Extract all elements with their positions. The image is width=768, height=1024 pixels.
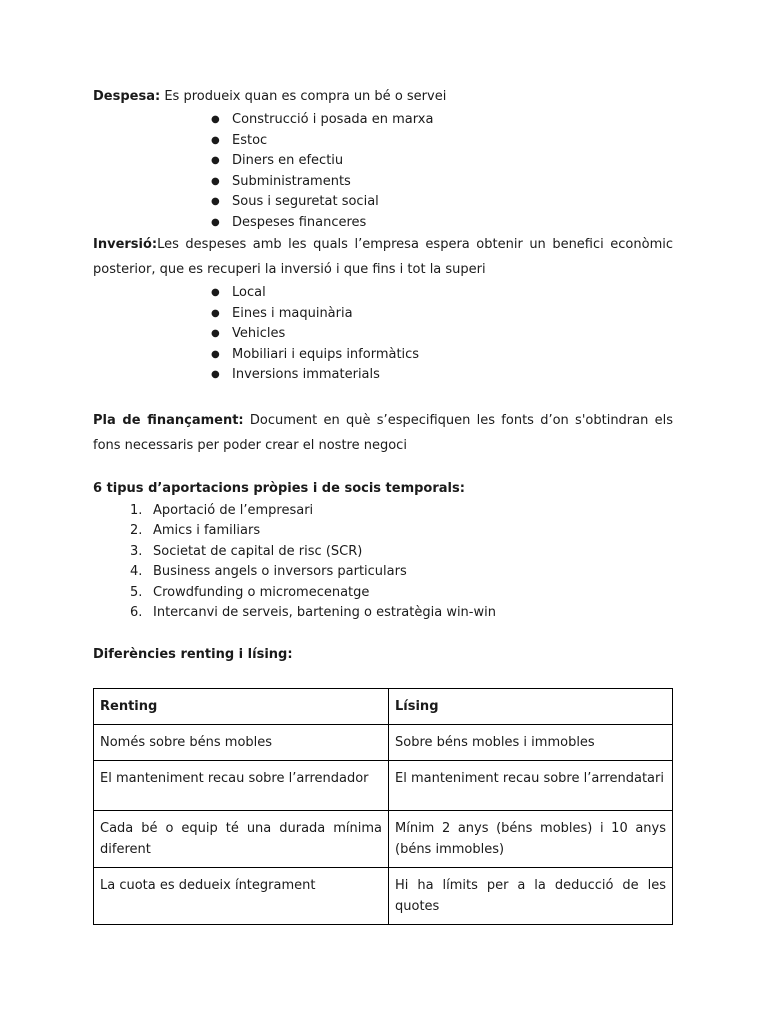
aportacions-heading: 6 tipus d’aportacions pròpies i de socis temporals: bbox=[93, 480, 465, 496]
table-header-row bbox=[94, 688, 673, 724]
inversio-term: Inversió: bbox=[93, 237, 158, 252]
inversio-paragraph bbox=[93, 232, 673, 282]
list-item: ● Eines i maquinària bbox=[211, 304, 673, 325]
list-item: 2. Amics i familiars bbox=[130, 523, 261, 538]
table-row bbox=[94, 867, 673, 924]
table-cell: Sobre béns mobles i immobles bbox=[389, 724, 673, 760]
list-item: ● Mobiliari i equips informàtics bbox=[211, 345, 673, 366]
pla-definition: Document en què s’especifiquen les fonts d’on s'obtindran els fons necessaris per poder crear el nostre negoci bbox=[93, 412, 674, 453]
despesa-list bbox=[93, 110, 673, 233]
list-item: ● Subministraments bbox=[211, 172, 673, 193]
list-item: 1. Aportació de l’empresari bbox=[130, 502, 314, 518]
list-item: ● Vehicles bbox=[211, 324, 673, 345]
table-cell: El manteniment recau sobre l’arrendador bbox=[94, 760, 389, 810]
diferencies-heading: Diferències renting i lísing: bbox=[93, 646, 293, 662]
list-item: ● Local bbox=[211, 283, 673, 304]
list-item: 3. Societat de capital de risc (SCR) bbox=[130, 543, 363, 559]
list-item: ● Diners en efectiu bbox=[211, 151, 673, 172]
table-cell: La cuota es dedueix íntegrament bbox=[94, 867, 389, 924]
table-row bbox=[94, 810, 673, 867]
inversio-list bbox=[93, 283, 673, 386]
list-item: ● Sous i seguretat social bbox=[211, 192, 673, 213]
list-item: ● Estoc bbox=[211, 131, 673, 152]
table-cell: Només sobre béns mobles bbox=[94, 724, 389, 760]
table-header-cell: Renting bbox=[94, 688, 389, 724]
list-item: ● Inversions immaterials bbox=[211, 365, 673, 386]
table-row bbox=[94, 724, 673, 760]
document-page bbox=[93, 86, 673, 925]
table-cell: El manteniment recau sobre l’arrendatari bbox=[389, 760, 673, 810]
list-item: 4. Business angels o inversors particulars bbox=[130, 564, 407, 579]
aportacions-list bbox=[93, 501, 673, 624]
pla-paragraph bbox=[93, 408, 673, 458]
list-item: ● Construcció i posada en marxa bbox=[211, 110, 673, 131]
renting-lising-table bbox=[93, 688, 673, 925]
table-row bbox=[94, 760, 673, 810]
despesa-paragraph bbox=[93, 86, 673, 107]
despesa-definition: Es produeix quan es compra un bé o servei bbox=[160, 89, 447, 104]
despesa-term: Despesa: bbox=[93, 89, 161, 104]
list-item: 6. Intercanvi de serveis, bartening o estratègia win-win bbox=[130, 605, 496, 620]
list-item: ● Despeses financeres bbox=[211, 213, 673, 234]
pla-term: Pla de finançament: bbox=[93, 412, 244, 428]
list-item: 5. Crowdfunding o micromecenatge bbox=[130, 584, 370, 600]
table-cell: Hi ha límits per a la deducció de les quotes bbox=[389, 867, 673, 924]
table-cell: Mínim 2 anys (béns mobles) i 10 anys (béns immobles) bbox=[389, 810, 673, 867]
table-header-cell: Lísing bbox=[389, 688, 673, 724]
table-cell: Cada bé o equip té una durada mínima diferent bbox=[94, 810, 389, 867]
inversio-definition: Les despeses amb les quals l’empresa espera obtenir un benefici econòmic posterior, que es recuperi la inversió i que fins i tot la superi bbox=[93, 237, 673, 277]
